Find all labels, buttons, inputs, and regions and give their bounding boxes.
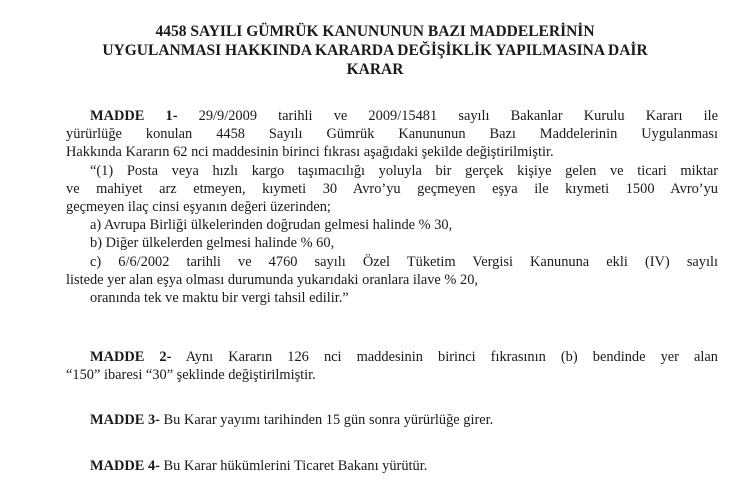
madde-2-label: MADDE 2- [90, 349, 172, 365]
madde-4-text: Bu Karar hükümlerini Ticaret Bakanı yürütür. [159, 458, 428, 474]
madde-3 [66, 411, 718, 429]
madde-2-line-2: “150” ibaresi “30” şeklinde değiştirilmiştir. [66, 367, 316, 384]
madde-2-line-1 [66, 348, 718, 366]
madde-4-line [66, 457, 718, 475]
madde-4 [66, 457, 718, 475]
madde-1-line-2: yürürlüğe konulan 4458 Sayılı Gümrük Kanununun Bazı Maddelerinin Uygulanması [66, 126, 718, 143]
madde-1-line-4: “(1) Posta veya hızlı kargo taşımacılığı yoluyla bir gerçek kişiye gelen ve ticari miktar [90, 162, 718, 179]
title-line-2: UYGULANMASI HAKKINDA KARARDA DEĞİŞİKLİK YAPILMASINA DAİR [102, 42, 648, 59]
madde-1-line-3: Hakkında Kararın 62 nci maddesinin birinci fıkrası aşağıdaki şekilde değiştirilmiştir. [66, 144, 554, 161]
title-line-3: KARAR [346, 61, 404, 78]
madde-1-line-10: listede yer alan eşya olması durumunda yukarıdaki oranlara ilave % 20, [66, 271, 478, 288]
madde-2-text-1: Aynı Kararın 126 nci maddesinin birinci fıkrasının (b) bendinde yer alan [171, 349, 718, 365]
madde-1-line-5: ve mahiyet arz etmeyen, kıymeti 30 Avro’yu geçmeyen eşya ile kıymeti 1500 Avro’yu [66, 180, 718, 197]
madde-3-line [66, 411, 718, 429]
madde-1-label: MADDE 1- [90, 108, 178, 124]
madde-3-label: MADDE 3- [90, 412, 160, 428]
document-title [40, 22, 710, 79]
madde-1-line-11: oranında tek ve maktu bir vergi tahsil edilir.” [90, 290, 349, 307]
madde-2 [66, 348, 718, 384]
madde-1-text-1: 29/9/2009 tarihli ve 2009/15481 sayılı Bakanlar Kurulu Kararı ile [177, 108, 718, 124]
madde-1-item-a: a) Avrupa Birliği ülkelerinden doğrudan gelmesi halinde % 30, [90, 217, 453, 234]
madde-1-line-6: geçmeyen ilaç cinsi eşyanın değeri üzerinden; [66, 199, 331, 216]
madde-1 [66, 107, 718, 307]
madde-1-line-1 [66, 107, 718, 125]
title-line-1: 4458 SAYILI GÜMRÜK KANUNUNUN BAZI MADDELERİNİN [155, 23, 595, 40]
madde-1-item-c: c) 6/6/2002 tarihli ve 4760 sayılı Özel Tüketim Vergisi Kanununa ekli (IV) sayılı [90, 253, 718, 270]
madde-4-label: MADDE 4- [90, 458, 160, 474]
madde-1-item-b: b) Diğer ülkelerden gelmesi halinde % 60, [90, 235, 335, 252]
madde-3-text: Bu Karar yayımı tarihinden 15 gün sonra yürürlüğe girer. [159, 412, 494, 428]
